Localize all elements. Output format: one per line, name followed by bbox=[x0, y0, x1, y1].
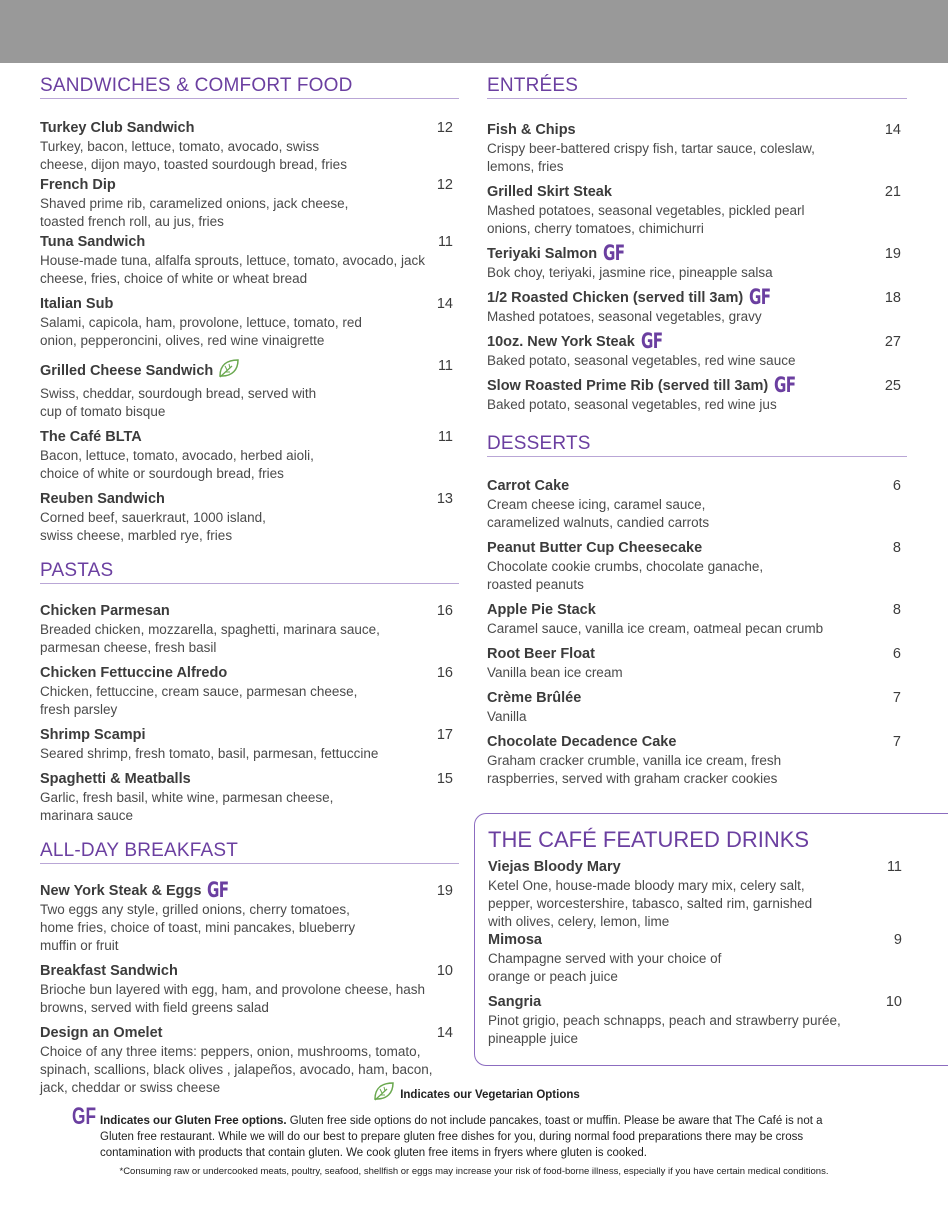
item-price: 27 bbox=[884, 334, 901, 350]
item-price: 10 bbox=[436, 963, 453, 979]
item-desc: Garlic, fresh basil, white wine, parmesan cheese, marinara sauce bbox=[40, 790, 334, 823]
item-price: 18 bbox=[884, 290, 901, 306]
item-name: Peanut Butter Cup Cheesecake bbox=[487, 540, 703, 556]
menu-item bbox=[40, 962, 459, 1017]
item-desc: Caramel sauce, vanilla ice cream, oatmeal pecan crumb bbox=[487, 621, 824, 636]
gluten-free-icon: GF bbox=[749, 285, 771, 309]
item-name: Design an Omelet bbox=[40, 1025, 163, 1041]
item-price: 11 bbox=[437, 358, 453, 374]
gluten-free-legend-text: Gluten free side options do not include pancakes, toast or muffin. Please be aware that The Café is not a Gluten free restaurant. While we will do our best to prepare gluten free dishes for you, during normal food preparations there may be cross contamination with products that contain gluten. We cook gluten free items in fryers where gluten is cooked. bbox=[100, 1115, 823, 1159]
menu-item bbox=[40, 602, 459, 657]
item-desc: Mashed potatoes, seasonal vegetables, pickled pearl onions, cherry tomatoes, chimichurri bbox=[487, 203, 805, 236]
item-desc: Two eggs any style, grilled onions, cherry tomatoes, home fries, choice of toast, mini pancakes, blueberry muffin or fruit bbox=[40, 902, 356, 953]
menu-item bbox=[40, 878, 459, 955]
gluten-free-icon: GF bbox=[207, 878, 229, 902]
left-column bbox=[40, 74, 459, 1104]
item-name: 1/2 Roasted Chicken (served till 3am) bbox=[487, 290, 744, 306]
menu-item bbox=[40, 233, 459, 288]
menu-item bbox=[487, 121, 907, 176]
header-bar bbox=[0, 0, 948, 63]
item-price: 25 bbox=[884, 378, 901, 394]
vegetarian-legend bbox=[0, 1080, 948, 1105]
item-price: 14 bbox=[884, 122, 901, 138]
section-title-breakfast: ALL-DAY BREAKFAST bbox=[40, 839, 459, 864]
menu-item bbox=[40, 490, 459, 545]
item-name: Chocolate Decadence Cake bbox=[487, 734, 677, 750]
menu-item bbox=[487, 689, 907, 726]
item-name: Slow Roasted Prime Rib (served till 3am) bbox=[487, 378, 769, 394]
item-name: French Dip bbox=[40, 177, 116, 193]
item-price: 12 bbox=[436, 177, 453, 193]
item-name: Italian Sub bbox=[40, 296, 114, 312]
item-desc: Chocolate cookie crumbs, chocolate ganache, roasted peanuts bbox=[487, 559, 764, 592]
vegetarian-legend-text: Indicates our Vegetarian Options bbox=[400, 1089, 580, 1101]
item-price: 16 bbox=[436, 603, 453, 619]
gluten-free-icon: GF bbox=[72, 1103, 96, 1130]
item-desc: Breaded chicken, mozzarella, spaghetti, marinara sauce, parmesan cheese, fresh basil bbox=[40, 622, 380, 655]
item-desc: Graham cracker crumble, vanilla ice cream, fresh raspberries, served with graham cracker cookies bbox=[487, 753, 782, 786]
item-desc: Mashed potatoes, seasonal vegetables, gravy bbox=[487, 309, 762, 324]
featured-drinks-box bbox=[474, 813, 948, 1066]
menu-item bbox=[40, 295, 459, 350]
item-price: 14 bbox=[436, 1025, 453, 1041]
menu-item bbox=[487, 645, 907, 682]
menu-item bbox=[487, 285, 907, 326]
section-title-pastas: PASTAS bbox=[40, 559, 459, 584]
item-name: 10oz. New York Steak bbox=[487, 334, 635, 350]
item-desc: Bacon, lettuce, tomato, avocado, herbed aioli, choice of white or sourdough bread, fries bbox=[40, 448, 314, 481]
item-desc: Vanilla bbox=[487, 709, 527, 724]
item-desc: Brioche bun layered with egg, ham, and provolone cheese, hash browns, served with field greens salad bbox=[40, 982, 426, 1015]
gluten-free-icon: GF bbox=[603, 241, 625, 265]
footer-legend bbox=[0, 1080, 948, 1177]
item-name: Apple Pie Stack bbox=[487, 602, 596, 618]
item-desc: Chicken, fettuccine, cream sauce, parmesan cheese, fresh parsley bbox=[40, 684, 358, 717]
item-price: 9 bbox=[893, 932, 902, 948]
item-price: 19 bbox=[884, 246, 901, 262]
item-price: 14 bbox=[436, 296, 453, 312]
item-price: 11 bbox=[886, 859, 902, 875]
item-desc: Choice of any three items: peppers, onion, mushrooms, tomato, spinach, scallions, black olives , jalapeños, avocado, ham, bacon, jack, cheddar or swiss cheese bbox=[40, 1044, 433, 1095]
item-desc: Baked potato, seasonal vegetables, red wine jus bbox=[487, 397, 777, 412]
menu-item bbox=[487, 241, 907, 282]
item-price: 10 bbox=[885, 994, 902, 1010]
section-title-desserts: DESSERTS bbox=[487, 432, 907, 457]
item-name: Shrimp Scampi bbox=[40, 727, 146, 743]
item-desc: Bok choy, teriyaki, jasmine rice, pineapple salsa bbox=[487, 265, 773, 280]
section-title-drinks: THE CAFÉ FEATURED DRINKS bbox=[488, 827, 810, 852]
item-name: Grilled Skirt Steak bbox=[487, 184, 612, 200]
item-desc: Champagne served with your choice of orange or peach juice bbox=[488, 951, 722, 984]
item-name: Crème Brûlée bbox=[487, 690, 582, 706]
item-desc: Salami, capicola, ham, provolone, lettuce, tomato, red onion, pepperoncini, olives, red wine vinaigrette bbox=[40, 315, 362, 348]
health-disclaimer: *Consuming raw or undercooked meats, poultry, seafood, shellfish or eggs may increase your risk of food-borne illness, especially if you have certain medical conditions. bbox=[119, 1166, 829, 1177]
item-name: Fish & Chips bbox=[487, 122, 576, 138]
item-price: 21 bbox=[884, 184, 901, 200]
item-name: Tuna Sandwich bbox=[40, 234, 146, 250]
item-desc: Baked potato, seasonal vegetables, red wine sauce bbox=[487, 353, 796, 368]
menu-item bbox=[40, 119, 459, 174]
menu-item bbox=[487, 733, 907, 788]
item-price: 7 bbox=[892, 734, 901, 750]
gluten-free-legend bbox=[72, 1103, 852, 1161]
menu-item bbox=[40, 428, 459, 483]
item-name: Breakfast Sandwich bbox=[40, 963, 178, 979]
menu-item bbox=[40, 664, 459, 719]
menu-item bbox=[487, 539, 907, 594]
menu-item bbox=[40, 176, 459, 231]
item-name: Root Beer Float bbox=[487, 646, 595, 662]
menu-item bbox=[40, 770, 459, 825]
item-name: Turkey Club Sandwich bbox=[40, 120, 195, 136]
leaf-icon bbox=[372, 1080, 396, 1105]
item-desc: Shaved prime rib, caramelized onions, jack cheese, toasted french roll, au jus, fries bbox=[40, 196, 349, 229]
item-name: Spaghetti & Meatballs bbox=[40, 771, 191, 787]
item-price: 11 bbox=[437, 429, 453, 445]
item-desc: Turkey, bacon, lettuce, tomato, avocado, swiss cheese, dijon mayo, toasted sourdough bread, fries bbox=[40, 139, 347, 172]
item-desc: Vanilla bean ice cream bbox=[487, 665, 623, 680]
item-price: 8 bbox=[892, 540, 901, 556]
item-name: Mimosa bbox=[488, 932, 542, 948]
item-price: 6 bbox=[892, 478, 901, 494]
gluten-free-icon: GF bbox=[640, 329, 663, 353]
gluten-free-icon: GF bbox=[774, 373, 796, 397]
menu-item bbox=[487, 601, 907, 638]
item-price: 15 bbox=[436, 771, 453, 787]
section-title-sandwiches: SANDWICHES & COMFORT FOOD bbox=[40, 74, 459, 99]
item-name: New York Steak & Eggs bbox=[40, 883, 202, 899]
item-price: 13 bbox=[436, 491, 453, 507]
section-title-entrees: ENTRÉES bbox=[487, 74, 907, 99]
item-price: 12 bbox=[436, 120, 453, 136]
menu-item bbox=[488, 858, 908, 931]
item-desc: Corned beef, sauerkraut, 1000 island, swiss cheese, marbled rye, fries bbox=[40, 510, 266, 543]
menu-item bbox=[488, 993, 908, 1048]
item-name: Viejas Bloody Mary bbox=[488, 859, 621, 875]
item-name: Carrot Cake bbox=[487, 478, 570, 494]
item-desc: Ketel One, house-made bloody mary mix, celery salt, pepper, worcestershire, tabasco, salted rim, garnished with olives, celery, lemon, lime bbox=[488, 878, 813, 929]
item-price: 11 bbox=[437, 234, 453, 250]
menu-item bbox=[40, 726, 459, 763]
item-name: Teriyaki Salmon bbox=[487, 246, 598, 262]
item-name: Reuben Sandwich bbox=[40, 491, 165, 507]
item-price: 17 bbox=[436, 727, 453, 743]
item-price: 8 bbox=[892, 602, 901, 618]
item-price: 19 bbox=[436, 883, 453, 899]
menu-item bbox=[487, 329, 907, 370]
leaf-icon bbox=[217, 357, 241, 385]
menu-item bbox=[40, 357, 459, 421]
item-price: 16 bbox=[436, 665, 453, 681]
item-name: Chicken Fettuccine Alfredo bbox=[40, 665, 228, 681]
menu-item bbox=[487, 477, 907, 532]
item-desc: Pinot grigio, peach schnapps, peach and strawberry purée, pineapple juice bbox=[488, 1013, 841, 1046]
item-name: Grilled Cheese Sandwich bbox=[40, 363, 214, 379]
menu-item bbox=[487, 373, 907, 414]
right-column bbox=[487, 74, 907, 795]
item-name: Chicken Parmesan bbox=[40, 603, 170, 619]
menu-item bbox=[488, 931, 908, 986]
item-name: Sangria bbox=[488, 994, 542, 1010]
item-desc: Swiss, cheddar, sourdough bread, served with cup of tomato bisque bbox=[40, 386, 317, 419]
item-desc: Cream cheese icing, caramel sauce, caramelized walnuts, candied carrots bbox=[487, 497, 710, 530]
item-name: The Café BLTA bbox=[40, 429, 142, 445]
item-desc: House-made tuna, alfalfa sprouts, lettuce, tomato, avocado, jack cheese, fries, choice of white or wheat bread bbox=[40, 253, 425, 286]
item-desc: Seared shrimp, fresh tomato, basil, parmesan, fettuccine bbox=[40, 746, 379, 761]
gluten-free-legend-title: Indicates our Gluten Free options. bbox=[100, 1115, 287, 1127]
menu-item bbox=[487, 183, 907, 238]
item-price: 7 bbox=[892, 690, 901, 706]
item-desc: Crispy beer-battered crispy fish, tartar sauce, coleslaw, lemons, fries bbox=[487, 141, 815, 174]
item-price: 6 bbox=[892, 646, 901, 662]
